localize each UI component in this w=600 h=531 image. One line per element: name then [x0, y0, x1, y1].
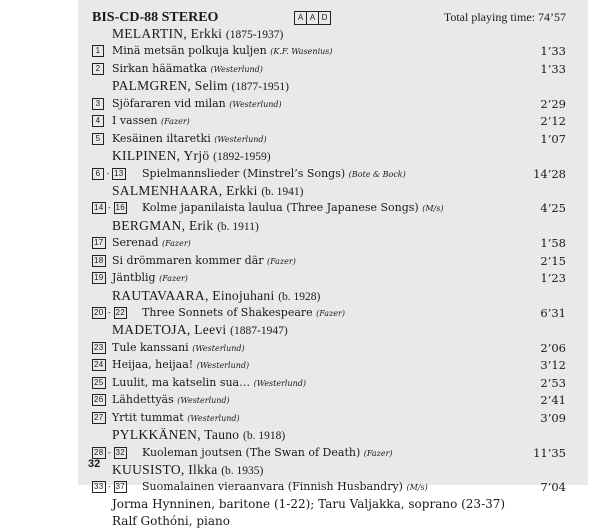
track-title: Yrtit tummat — [112, 410, 184, 424]
track-number-end-box: 37 — [115, 482, 126, 492]
track-title: Sirkan häämatka — [112, 61, 207, 75]
track-row — [92, 304, 566, 321]
track-number-box: 1 — [92, 45, 104, 57]
track-title: Lähdettyäs — [112, 393, 174, 407]
track-number-box: 18 — [94, 255, 104, 265]
track-title: Serenad — [112, 236, 159, 250]
track-publisher: (Fazer) — [267, 256, 296, 266]
track-duration: 3’09 — [540, 410, 566, 425]
composer-heading — [92, 321, 566, 338]
composer-line — [112, 288, 320, 304]
track-title-line — [142, 306, 345, 319]
track-duration: 11’35 — [533, 445, 566, 460]
track-row — [92, 252, 566, 269]
track-duration: 2’29 — [540, 96, 566, 111]
track-number — [92, 272, 106, 284]
track-title-line — [142, 480, 428, 493]
track-title: Three Sonnets of Shakespeare — [142, 306, 313, 319]
track-number-box: 5 — [92, 133, 104, 145]
track-title: Suomalainen vieraanvara (Finnish Husbandry) — [142, 480, 403, 494]
track-number-box: 14 — [94, 203, 104, 213]
track-title-line — [112, 254, 296, 267]
composer-line — [112, 462, 263, 478]
track-number-box: 28 — [94, 447, 104, 457]
track-row — [92, 130, 566, 147]
composer-dates: (b. 1928) — [278, 290, 321, 303]
composer-heading — [92, 182, 566, 199]
track-number-box: 26 — [94, 395, 104, 405]
performer-line: Ralf Gothóni, piano — [112, 514, 230, 529]
composer-heading — [92, 287, 566, 304]
track-number-end-box: 16 — [115, 203, 126, 213]
track-title: Heijaa, heijaa! — [112, 358, 194, 372]
track-number-box: 33 — [94, 482, 104, 492]
track-number — [92, 342, 106, 354]
track-duration: 14’28 — [533, 166, 566, 181]
track-number — [92, 63, 104, 75]
track-number — [92, 412, 106, 424]
track-duration: 2’41 — [540, 393, 566, 408]
composer-heading — [92, 426, 566, 443]
composer-heading — [92, 217, 566, 234]
track-number: 14 - 16 — [94, 203, 126, 213]
track-number: 33 - 37 — [94, 482, 126, 492]
track-number — [92, 359, 106, 371]
track-row — [92, 374, 566, 391]
track-number-box: 20 — [94, 308, 104, 317]
track-number-end-box: 32 — [115, 447, 126, 457]
track-title: Sjöfararen vid milan — [112, 96, 226, 110]
track-duration: 7’04 — [540, 480, 566, 495]
composer-dates: (b. 1918) — [243, 430, 286, 443]
track-title-line — [112, 132, 267, 145]
track-number — [92, 237, 106, 249]
track-number-box: 25 — [94, 377, 104, 387]
total-playing-time: Total playing time: 74’57 — [443, 10, 566, 24]
track-row — [92, 60, 566, 77]
performer-credit — [92, 513, 566, 530]
performer-credit — [92, 496, 566, 513]
track-number-box: 27 — [94, 412, 104, 422]
track-list — [92, 25, 566, 531]
track-title: Luulit, ma katselin sua… — [112, 375, 251, 389]
track-title: Kuoleman joutsen (The Swan of Death) — [142, 445, 361, 459]
track-title-line — [112, 236, 191, 249]
track-title: Kolme japanilaista laulua (Three Japanese Songs) — [142, 201, 419, 215]
track-row — [92, 409, 566, 426]
track-number — [92, 377, 106, 389]
track-title-line — [112, 44, 333, 57]
track-number — [92, 115, 104, 127]
composer-line — [112, 26, 283, 42]
track-duration: 6’31 — [540, 306, 566, 320]
track-row — [92, 42, 566, 59]
track-publisher: (M/s) — [406, 483, 428, 493]
track-duration: 1’33 — [540, 61, 566, 76]
composer-dates: (1877-1951) — [231, 81, 289, 94]
track-duration: 1’23 — [540, 271, 566, 286]
track-publisher: (M/s) — [422, 204, 444, 214]
track-row — [92, 165, 566, 182]
composer-line — [112, 183, 304, 199]
track-row — [92, 339, 566, 356]
track-title-line — [112, 271, 188, 284]
track-duration: 4’25 — [540, 201, 566, 216]
track-title: I vassen — [112, 114, 158, 128]
composer-name: KUUSISTO, Ilkka — [112, 461, 218, 477]
track-title-line — [112, 62, 263, 75]
track-duration: 2’12 — [540, 114, 566, 129]
track-row — [92, 444, 566, 461]
track-title: Spielmannslieder (Minstrel’s Songs) — [142, 166, 346, 180]
composer-dates: (1875-1937) — [225, 29, 284, 41]
composer-line — [112, 78, 289, 94]
composer-name: KILPINEN, Yrjö — [112, 148, 210, 164]
track-publisher: (K.F. Wasenius) — [270, 47, 333, 57]
composer-line — [112, 148, 271, 164]
track-title-line — [112, 341, 245, 354]
track-publisher: (Westerlund) — [229, 99, 282, 109]
track-duration: 3’12 — [540, 358, 566, 373]
track-number-end-box: 22 — [115, 308, 126, 317]
track-title: Minä metsän polkuja kuljen — [112, 44, 267, 58]
track-publisher: (Westerlund) — [187, 413, 240, 423]
track-publisher: (Westerlund) — [210, 64, 263, 74]
composer-dates: (b. 1941) — [261, 185, 304, 198]
track-title-line — [142, 167, 406, 180]
track-number-box: 23 — [94, 342, 104, 352]
composer-line — [112, 218, 259, 234]
track-publisher: (Fazer) — [159, 274, 188, 284]
track-duration: 2’06 — [540, 340, 566, 355]
composer-heading — [92, 77, 566, 94]
track-publisher: (Fazer) — [162, 239, 191, 249]
composer-name: PALMGREN, Selim — [112, 78, 228, 94]
aad-letter: D — [318, 11, 331, 25]
track-title-line — [112, 97, 282, 110]
track-duration: 2’15 — [540, 253, 566, 268]
track-number-end-box: 13 — [114, 168, 124, 178]
track-number — [92, 45, 104, 57]
composer-name: PYLKKÄNEN, Tauno — [112, 427, 240, 443]
track-row — [92, 478, 566, 495]
track-number-box: 4 — [92, 115, 104, 127]
composer-name: BERGMAN, Erik — [112, 217, 214, 233]
track-publisher: (Fazer) — [316, 309, 345, 318]
track-number-box: 19 — [94, 273, 104, 283]
track-duration: 1’58 — [540, 236, 566, 251]
track-publisher: (Westerlund) — [196, 361, 250, 371]
track-number: 28 - 32 — [94, 447, 126, 457]
track-publisher: (Fazer) — [363, 448, 393, 458]
performer-line: Jorma Hynninen, baritone (1-22); Taru Valjakka, soprano (23-37) — [112, 496, 506, 511]
track-publisher: (Westerlund) — [177, 396, 230, 406]
composer-heading — [92, 25, 566, 42]
track-row — [92, 95, 566, 112]
composer-heading — [92, 147, 566, 164]
page-number: 32 — [88, 458, 101, 470]
track-title: Kesäinen iltaretki — [112, 131, 211, 145]
track-title-line — [112, 358, 249, 371]
track-title: Tule kanssani — [112, 340, 189, 354]
composer-line — [112, 427, 285, 443]
track-title: Si drömmaren kommer där — [112, 253, 264, 267]
aad-letter: A — [294, 11, 307, 25]
track-title-line — [112, 114, 190, 127]
track-row — [92, 112, 566, 129]
composer-dates: (b. 1911) — [217, 220, 259, 233]
track-row — [92, 356, 566, 373]
track-title-line — [112, 376, 306, 389]
track-title: Jäntblig — [112, 271, 156, 285]
track-number: 20 - 22 — [94, 308, 126, 317]
track-publisher: (Westerlund) — [214, 134, 267, 144]
track-duration: 2’53 — [540, 375, 566, 390]
track-publisher: (Fazer) — [161, 117, 190, 127]
track-number-box: 24 — [94, 360, 104, 370]
track-row — [92, 391, 566, 408]
track-publisher: (Westerlund) — [192, 343, 245, 353]
track-number-box: 2 — [92, 63, 104, 75]
track-duration: 1’33 — [540, 44, 566, 59]
track-number-box: 6 — [92, 168, 104, 180]
track-number — [92, 394, 106, 406]
track-number-box: 3 — [92, 98, 104, 110]
composer-name: RAUTAVAARA, Einojuhani — [112, 287, 275, 303]
composer-name: MELARTIN, Erkki — [112, 26, 223, 41]
aad-code — [294, 11, 330, 25]
track-row — [92, 269, 566, 286]
track-row — [92, 199, 566, 216]
track-title-line — [112, 393, 230, 406]
track-row — [92, 234, 566, 251]
track-publisher: (Westerlund) — [253, 378, 307, 388]
track-title-line — [142, 446, 393, 459]
aad-letter: A — [306, 11, 319, 25]
composer-dates: (1887-1947) — [230, 325, 288, 338]
composer-dates: (1892-1959) — [213, 151, 271, 164]
composer-dates: (b. 1935) — [221, 464, 264, 477]
track-number — [92, 98, 104, 110]
track-title-line — [112, 411, 240, 424]
track-publisher: (Bote & Bock) — [348, 169, 406, 179]
track-duration: 1’07 — [540, 131, 566, 146]
catalog-number: BIS-CD-88 STEREO — [92, 10, 219, 25]
track-number — [92, 133, 104, 145]
track-number-box: 17 — [94, 238, 104, 248]
composer-name: MADETOJA, Leevi — [112, 322, 227, 338]
track-title-line — [142, 201, 443, 214]
composer-heading — [92, 461, 566, 478]
track-number: 6 - 13 — [92, 168, 126, 180]
composer-name: SALMENHAARA, Erkki — [112, 182, 258, 198]
track-number — [92, 255, 106, 267]
composer-line — [112, 322, 288, 338]
